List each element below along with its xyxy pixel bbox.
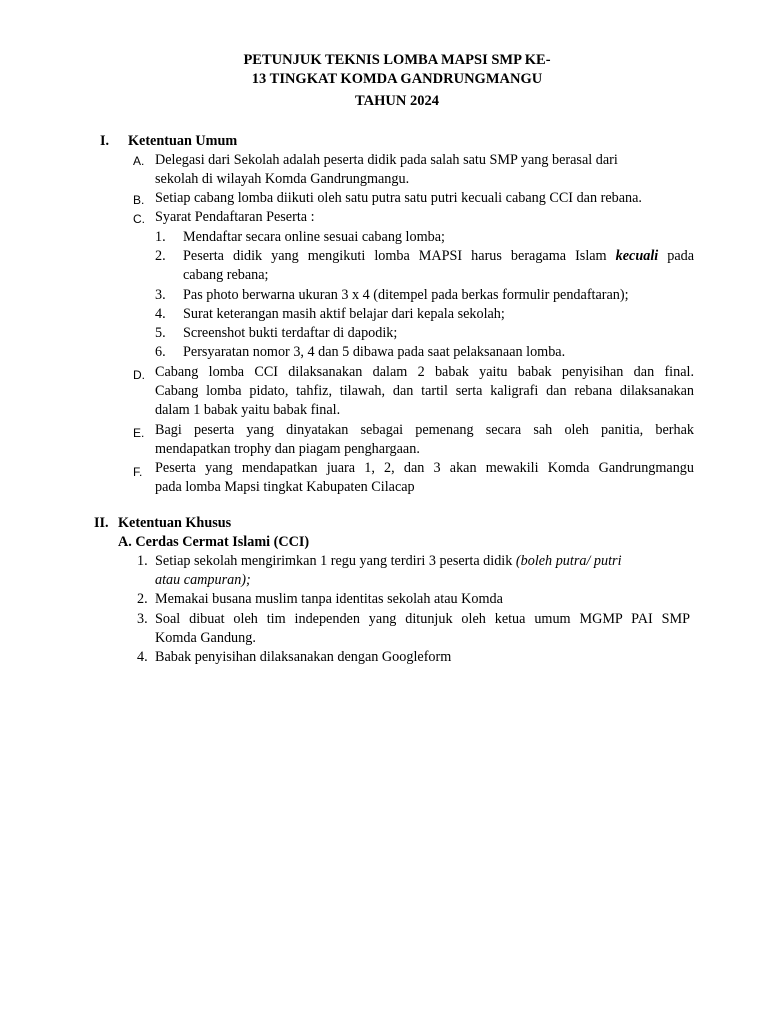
syarat-text-6: Persyaratan nomor 3, 4 dan 5 dibawa pada saat pelaksanaan lomba. bbox=[183, 344, 566, 360]
item-a-line-1: Delegasi dari Sekolah adalah peserta didik pada salah satu SMP yang berasal dari bbox=[155, 152, 618, 168]
item-f-line-2: pada lomba Mapsi tingkat Kabupaten Cilacap bbox=[155, 479, 415, 495]
cci-number-4: 4. bbox=[137, 649, 148, 665]
item-marker-b: B. bbox=[133, 193, 145, 207]
section-1-numeral: I. bbox=[100, 133, 110, 149]
syarat-number-6: 6. bbox=[155, 344, 166, 360]
item-d-line-2: Cabang lomba pidato, tahfiz, tilawah, dan tartil serta kaligrafi dan rebana dilaksanakan bbox=[155, 383, 694, 399]
syarat-text-5: Screenshot bukti terdaftar di dapodik; bbox=[183, 325, 398, 341]
section-2-numeral: II. bbox=[94, 515, 109, 531]
section-2-sub-heading: A. Cerdas Cermat Islami (CCI) bbox=[118, 534, 310, 550]
syarat-text-2-emph: kecuali bbox=[615, 248, 659, 264]
cci-text-1-pre: Setiap sekolah mengirimkan 1 regu yang terdiri 3 peserta didik bbox=[155, 553, 513, 569]
item-d-line-3: dalam 1 babak yaitu babak final. bbox=[155, 402, 341, 418]
item-f-line-1: Peserta yang mendapatkan juara 1, 2, dan 3 akan mewakili Komda Gandrungmangu bbox=[155, 460, 694, 476]
syarat-number-4: 4. bbox=[155, 306, 166, 322]
syarat-number-3: 3. bbox=[155, 287, 166, 303]
syarat-text-4: Surat keterangan masih aktif belajar dari kepala sekolah; bbox=[183, 306, 505, 322]
item-d-line-1: Cabang lomba CCI dilaksanakan dalam 2 babak yaitu babak penyisihan dan final. bbox=[155, 364, 694, 380]
cci-text-3-line-2: Komda Gandung. bbox=[155, 630, 256, 646]
syarat-text-2-post: pada bbox=[667, 248, 695, 264]
cci-text-4: Babak penyisihan dilaksanakan dengan Googleform bbox=[155, 649, 452, 665]
doc-title-line-2: 13 TINGKAT KOMDA GANDRUNGMANGU bbox=[251, 71, 543, 87]
cci-number-3: 3. bbox=[137, 611, 148, 627]
syarat-text-2-pre: Peserta didik yang mengikuti lomba MAPSI harus beragama Islam bbox=[183, 248, 607, 264]
cci-text-2: Memakai busana muslim tanpa identitas sekolah atau Komda bbox=[155, 591, 503, 607]
cci-number-2: 2. bbox=[137, 591, 148, 607]
section-2-heading: Ketentuan Khusus bbox=[118, 515, 232, 531]
syarat-text-1: Mendaftar secara online sesuai cabang lomba; bbox=[183, 229, 445, 245]
doc-title-line-3: TAHUN 2024 bbox=[355, 93, 439, 109]
item-marker-f: F. bbox=[133, 465, 143, 479]
item-marker-a: A. bbox=[133, 154, 145, 168]
item-marker-c: C. bbox=[133, 212, 145, 226]
item-a-line-2: sekolah di wilayah Komda Gandrungmangu. bbox=[155, 171, 410, 187]
cci-number-1: 1. bbox=[137, 553, 148, 569]
item-marker-e: E. bbox=[133, 426, 145, 440]
section-1-heading: Ketentuan Umum bbox=[128, 133, 238, 149]
item-e-line-2: mendapatkan trophy dan piagam penghargaan. bbox=[155, 441, 420, 457]
item-b-line-1: Setiap cabang lomba diikuti oleh satu putra satu putri kecuali cabang CCI dan rebana. bbox=[155, 190, 642, 206]
syarat-text-2 bbox=[183, 247, 694, 266]
syarat-text-2-line-2: cabang rebana; bbox=[183, 267, 269, 283]
syarat-number-1: 1. bbox=[155, 229, 166, 245]
cci-text-3: Soal dibuat oleh tim independen yang ditunjuk oleh ketua umum MGMP PAI SMP bbox=[155, 611, 690, 627]
syarat-number-2: 2. bbox=[155, 248, 166, 264]
cci-text-1 bbox=[155, 552, 622, 571]
cci-text-1-italic: (boleh putra/ putri bbox=[515, 553, 622, 569]
syarat-text-3: Pas photo berwarna ukuran 3 x 4 (ditempel pada berkas formulir pendaftaran); bbox=[183, 287, 629, 303]
doc-title-line-1: PETUNJUK TEKNIS LOMBA MAPSI SMP KE- bbox=[243, 52, 551, 68]
item-marker-d: D. bbox=[133, 368, 145, 382]
item-c-line-1: Syarat Pendaftaran Peserta : bbox=[155, 209, 315, 225]
item-e-line-1: Bagi peserta yang dinyatakan sebagai pemenang secara sah oleh panitia, berhak bbox=[155, 422, 694, 438]
cci-text-1-line-2: atau campuran); bbox=[155, 572, 251, 588]
syarat-number-5: 5. bbox=[155, 325, 166, 341]
